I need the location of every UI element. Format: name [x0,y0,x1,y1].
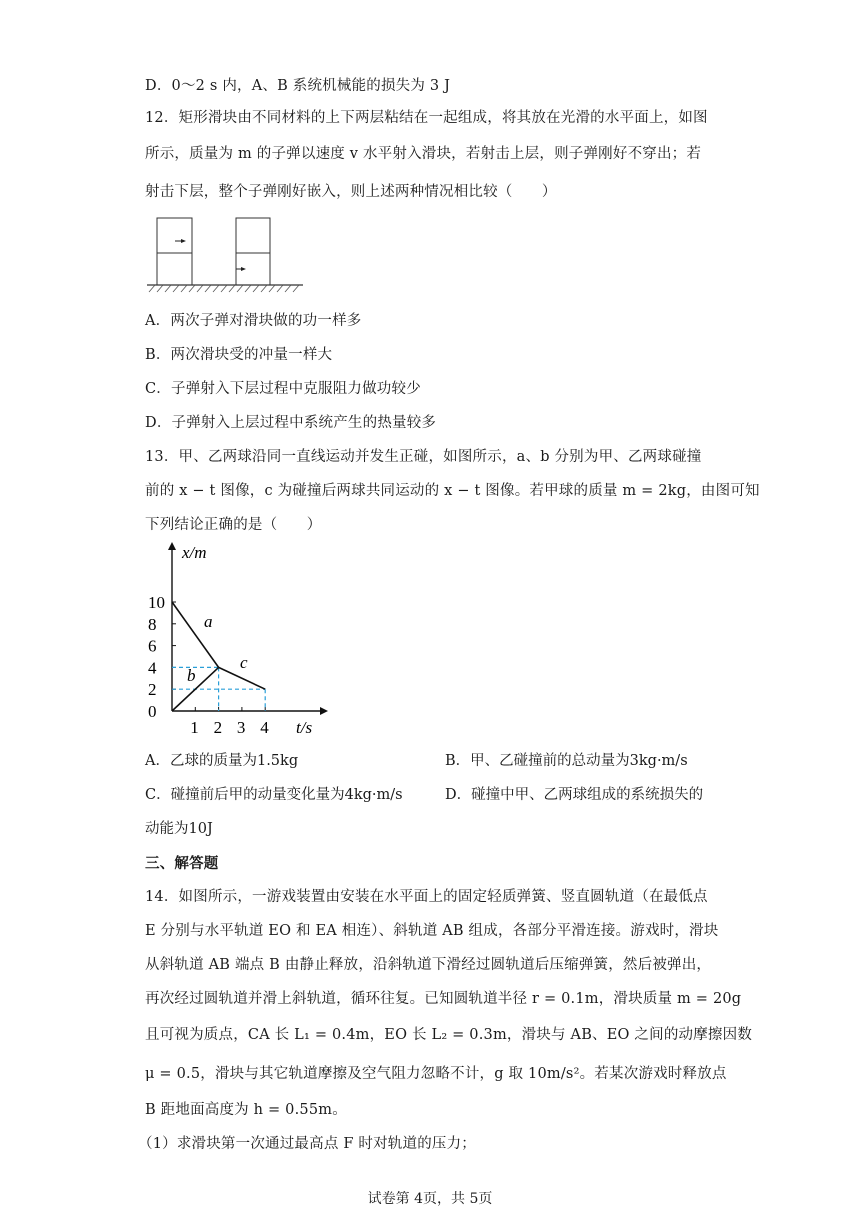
q14-stem-line-1: 14．如图所示，一游戏装置由安装在水平面上的固定轻质弹簧、竖直圆轨道（在最低点 [145,889,708,905]
q14-stem-line-2: E 分别与水平轨道 EO 和 EA 相连）、斜轨道 AB 组成，各部分平滑连接。游戏时，滑块 [145,923,719,939]
q13-stem-line-3: 下列结论正确的是（ ） [145,517,322,533]
y-tick-label: 2 [148,680,157,700]
x-axis-label: t/s [296,718,313,737]
x-tick-label: 1 [190,718,199,737]
q14-stem-line-7: B 距地面高度为 h = 0.55m。 [145,1102,347,1118]
q12-stem-line-3: 射击下层，整个子弹刚好嵌入，则上述两种情况相比较（ ） [145,184,557,200]
q13-option-c: C．碰撞前后甲的动量变化量为4kg·m/s [145,787,403,803]
q12-option-c: C．子弹射入下层过程中克服阻力做功较少 [145,381,421,397]
y-axis-label: x/m [182,543,207,562]
series-label-a: a [204,612,213,631]
q12-option-a: A．两次子弹对滑块做的功一样多 [145,313,362,329]
series-label-b: b [187,666,196,685]
q13-stem-line-2: 前的 x − t 图像，c 为碰撞后两球共同运动的 x − t 图像。若甲球的质量 m = 2kg，由图可知 [145,483,760,499]
y-tick-label: 6 [148,636,157,656]
q12-option-d: D．子弹射入上层过程中系统产生的热量较多 [145,415,437,431]
q12-option-b: B．两次滑块受的冲量一样大 [145,347,333,363]
q14-stem-line-5: 且可视为质点，CA 长 L₁ = 0.4m，EO 长 L₂ = 0.3m，滑块与 AB、EO 之间的动摩擦因数 [145,1027,753,1043]
q13-option-b: B．甲、乙碰撞前的总动量为3kg·m/s [445,753,688,769]
xt-graph [140,540,340,740]
page-footer: 试卷第 4页，共 5页 [367,1191,493,1207]
section-title: 三、解答题 [145,855,219,872]
q12-stem-line-2: 所示，质量为 m 的子弹以速度 v 水平射入滑块，若射击上层，则子弹刚好不穿出；若 [145,146,702,162]
q13-stem-line-1: 13．甲、乙两球沿同一直线运动并发生正碰，如图所示，a、b 分别为甲、乙两球碰撞 [145,449,702,465]
series-label-c: c [240,653,248,672]
y-tick-label: 10 [148,593,165,612]
q14-stem-line-3: 从斜轨道 AB 端点 B 由静止释放，沿斜轨道下滑经过圆轨道后压缩弹簧，然后被弹出， [145,957,712,973]
q13-option-a: A．乙球的质量为1.5kg [145,753,299,769]
q14-subquestion-1: （1）求滑块第一次通过最高点 F 时对轨道的压力； [138,1136,477,1152]
y-tick-label: 0 [148,702,157,721]
q14-stem-line-6: μ = 0.5，滑块与其它轨道摩擦及空气阻力忽略不计，g 取 10m/s²。若某次游戏时释放点 [145,1066,727,1082]
x-tick-label: 2 [213,718,223,737]
q13-option-d: D．碰撞中甲、乙两球组成的系统损失的 [445,787,704,803]
q12-block-figure [145,212,305,296]
y-tick-label: 4 [148,658,157,678]
y-tick-label: 8 [148,614,157,634]
q14-stem-line-4: 再次经过圆轨道并滑上斜轨道，循环往复。已知圆轨道半径 r = 0.1m，滑块质量 m = 20g [145,991,742,1007]
x-tick-label: 3 [236,718,246,737]
x-tick-label: 4 [260,718,269,737]
q13-option-d-cont: 动能为10J [145,821,213,837]
q12-stem-line-1: 12．矩形滑块由不同材料的上下两层粘结在一起组成，将其放在光滑的水平面上，如图 [145,110,708,126]
q11-option-d: D．0～2 s 内，A、B 系统机械能的损失为 3 J [145,78,451,94]
